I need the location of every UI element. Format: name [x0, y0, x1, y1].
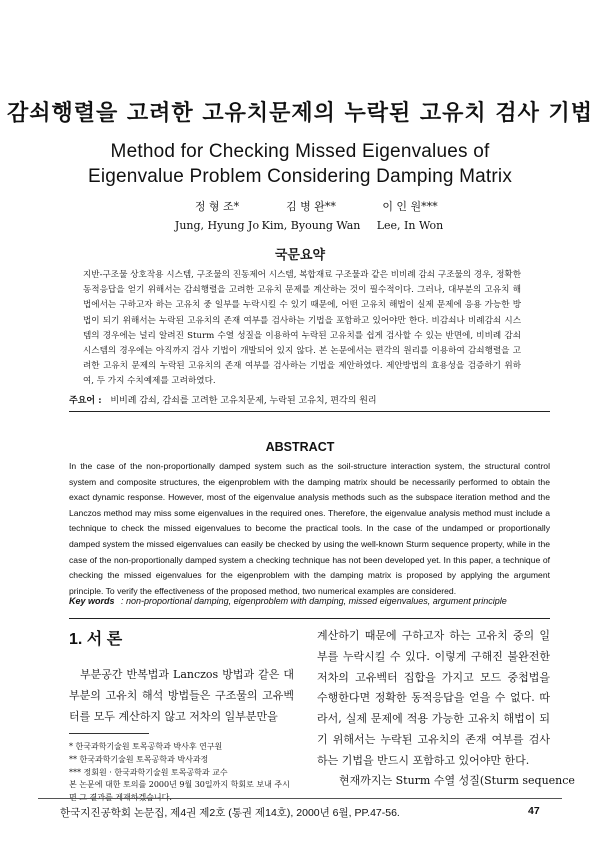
keywords-en-label: Key words	[69, 596, 115, 606]
author-3-kr: 이 인 원***	[382, 200, 438, 213]
keywords-kr-text: 비비례 감쇠, 감쇠를 고려한 고유치문제, 누락된 고유치, 편각의 원리	[110, 396, 377, 406]
footnote-1: * 한국과학기술원 토목공학과 박사후 연구원	[69, 742, 223, 751]
right-col-paragraph-2: 현재까지는 Sturm 수열 성질(Sturm sequence	[339, 774, 575, 787]
divider-bottom	[69, 618, 550, 619]
author-3-en: Lee, In Won	[376, 219, 444, 232]
divider-top	[69, 411, 550, 412]
author-2-kr: 김 병 완**	[286, 200, 336, 213]
right-col-paragraph: 계산하기 때문에 구하고자 하는 고유치 중의 일부를 누락시킬 수 있다. 이렇게 구해진 불완전한 저차의 고유벡터 집합을 가지고 모드 중첩법을 수행한다면 정확한 동적응답을 얻을 수 없다. 따라서, 실제 문제에 적용 가능한 고유치 해법이 되기 위해서는 누락된 고유치의 존재 여부를 검사하는 기법을 반드시 포함하고 있어야만 한다.	[317, 629, 550, 767]
footer-rule	[38, 798, 562, 799]
footnote-4: 본 논문에 대한 토의를 2000년 9월 30일까지 학회로 보내 주시	[69, 780, 290, 790]
english-title-line2: Eigenvalue Problem Considering Damping Matrix	[87, 166, 513, 187]
section-1-heading: 1. 서 론	[69, 631, 123, 648]
keywords-kr-label: 주요어 :	[69, 396, 102, 406]
abstract-en-body: In the case of the non-proportionally damped system such as the soil-structure interaction system, the structural control system and composite structures, the eigenproblem with the damping matrix should be necessarily performed to obtain the exact dynamic response. However, most of the eigenvalue analysis methods such as the subspace iteration method and the Lanczos method may miss some eigenvalues in the required ones. Therefore, the eigenvalue analysis method must include a technique to check the missed eigenvalues to become the practical tools. In the case of the undamped or proportionally damped system the missed eigenvalues can easily be checked by using the well-known Sturm sequence property, while in the case of the non-proportionally damped system a checking technique has not been developed yet. In this paper, a technique of checking the missed eigenvalues for the eigenproblem with the damping matrix is proposed by applying the argument principle. To verify the effectiveness of the proposed method, two numerical examples are considered.	[69, 461, 550, 596]
author-3	[335, 197, 485, 235]
footnote-2: ** 한국과학기술원 토목공학과 박사과정	[69, 754, 209, 764]
footer-journal: 한국지진공학회 논문집, 제4권 제2호 (통권 제14호), 2000년 6월, PP.47-56.	[60, 807, 400, 819]
footnotes	[69, 741, 297, 805]
keywords-en	[69, 596, 550, 606]
authors	[0, 197, 600, 237]
english-title-line1: Method for Checking Missed Eigenvalues of	[110, 141, 490, 162]
keywords-kr	[69, 393, 377, 406]
abstract-kr-body: 지반-구조물 상호작용 시스템, 구조물의 진동제어 시스템, 복합재료 구조물과 같은 비비례 감쇠 구조물의 경우, 정확한 동적응답을 얻기 위해서는 감쇠행렬을 고려한 고유치 문제를 계산하는 것이 필수적이다. 그러나, 대부분의 고유치 해법에서는 구하고자 하는 고유치 중 일부를 누락시킬 수 있기 때문에, 어떤 고유치 해법이 실제 문제에 응용 가능한 방법이 되기 위해서는 누락된 고유치의 존재 여부를 검사하는 기법을 포함하고 있어야만 한다. 비감쇠나 비례감쇠 시스템의 경우에는 널리 알려진 Sturm 수열 성질을 이용하여 누락된 고유치를 쉽게 검사할 수 있는 반면에, 비비례 감쇠 시스템의 경우에는 아직까지 검사 기법이 개발되어 있지 않다. 본 논문에서는 편각의 원리를 이용하여 감쇠행렬을 고려한 고유치 문제의 누락된 고유치의 존재 여부를 검사하는 기법을 제안하였다. 제안방법의 효용성을 검증하기 위하여, 두 가지 수치예제를 고려하였다.	[83, 270, 521, 387]
footer-page-number: 47	[528, 805, 540, 817]
footnote-rule	[69, 733, 149, 734]
abstract-kr-heading: 국문요약	[274, 247, 326, 262]
korean-title: 감쇠행렬을 고려한 고유치문제의 누락된 고유치 검사 기법	[6, 100, 593, 126]
footnote-3: *** 정회원 · 한국과학기술원 토목공학과 교수	[69, 767, 228, 777]
author-1-en: Jung, Hyung Jo	[174, 219, 260, 232]
author-2-en: Kim, Byoung Wan	[261, 219, 361, 232]
keywords-en-text: : non-proportional damping, eigenproblem with damping, missed eigenvalues, argument principle	[121, 596, 507, 606]
left-col-paragraph: 부분공간 반복법과 Lanczos 방법과 같은 대부분의 고유치 해석 방법들은 구조물의 고유벡터를 모두 계산하지 않고 저차의 일부분만을	[69, 668, 294, 723]
abstract-en-heading: ABSTRACT	[265, 440, 335, 454]
author-1-kr: 정 형 조*	[194, 200, 240, 213]
